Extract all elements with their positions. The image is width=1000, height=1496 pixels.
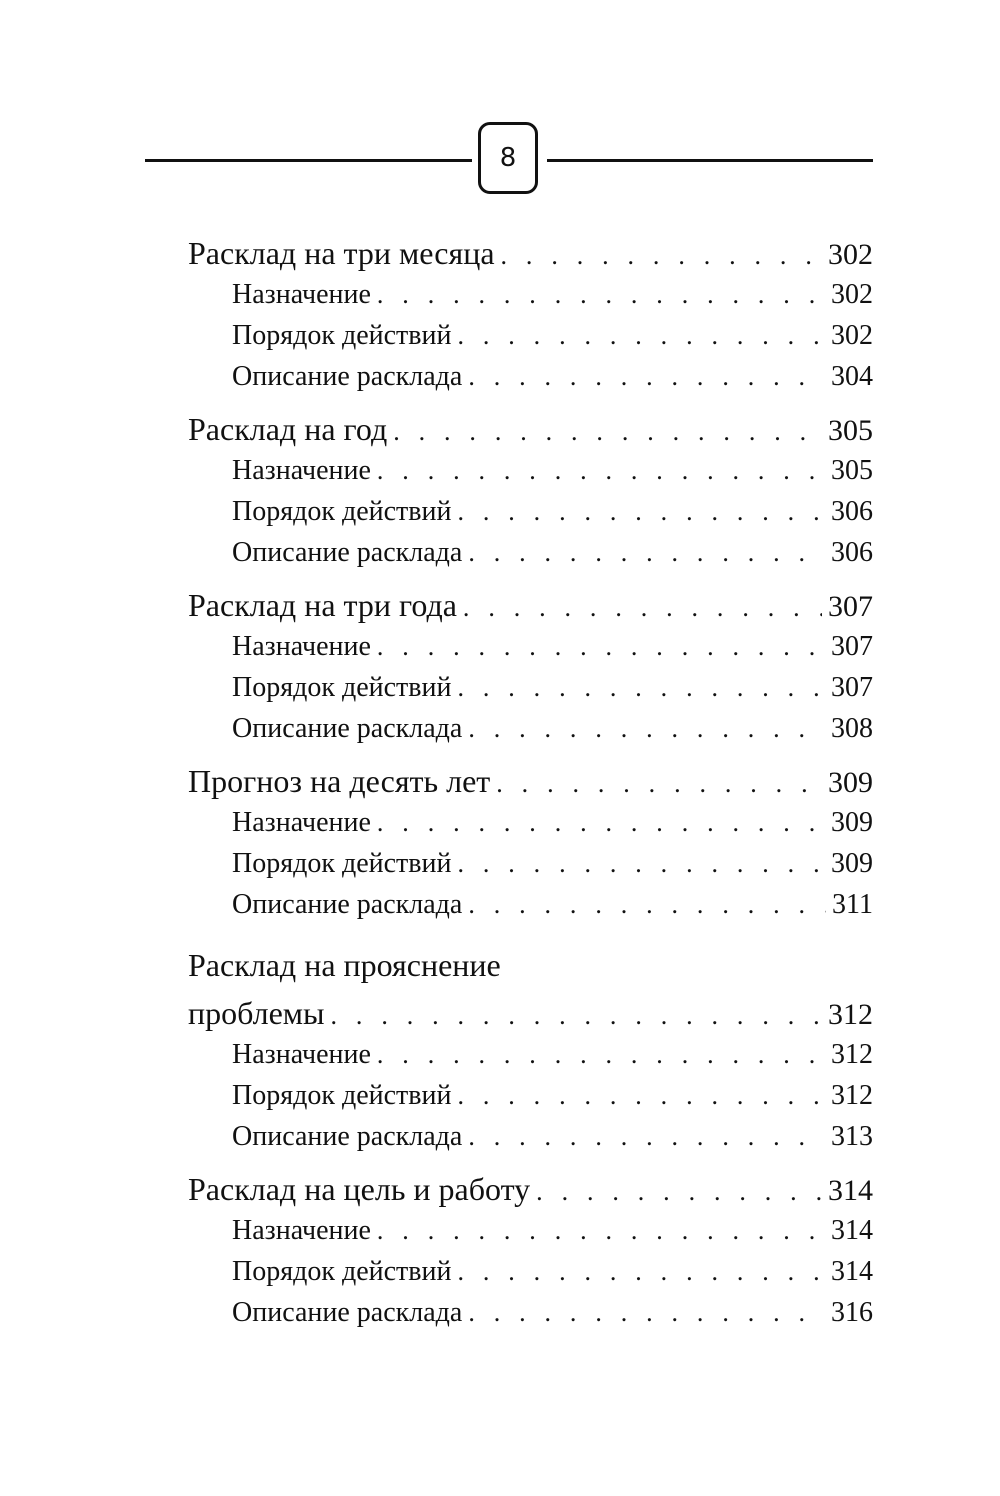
dot-leader xyxy=(457,843,825,884)
toc-entry-title-line1: Расклад на прояснение xyxy=(188,947,501,983)
toc-subentry[interactable] xyxy=(188,315,873,356)
dot-leader xyxy=(468,356,825,397)
toc-subentry-label: Порядок действий xyxy=(232,320,452,351)
dot-leader xyxy=(377,1034,825,1075)
toc-entry-title: Расклад на три месяца xyxy=(188,235,495,271)
dot-leader xyxy=(468,708,825,749)
toc-subentry[interactable] xyxy=(188,356,873,397)
toc-section xyxy=(188,585,873,749)
toc-subentry-page: 302 xyxy=(831,279,873,310)
toc-entry-page: 312 xyxy=(828,998,873,1031)
dot-leader xyxy=(468,1116,825,1157)
dot-leader xyxy=(463,587,822,628)
dot-leader xyxy=(501,235,822,276)
toc-subentry-label: Назначение xyxy=(232,1215,371,1246)
toc-subentry[interactable] xyxy=(188,1251,873,1292)
toc-subentry[interactable] xyxy=(188,626,873,667)
toc-entry[interactable] xyxy=(188,1169,873,1210)
dot-leader xyxy=(468,884,826,925)
toc-subentry[interactable] xyxy=(188,491,873,532)
toc-subentry[interactable] xyxy=(188,667,873,708)
header-rule-left xyxy=(145,159,472,162)
toc-subentry-label: Назначение xyxy=(232,455,371,486)
header-rule-right xyxy=(547,159,873,162)
toc-entry-page: 309 xyxy=(828,766,873,799)
toc-subentry[interactable] xyxy=(188,1075,873,1116)
toc-subentry-label: Порядок действий xyxy=(232,672,452,703)
toc-subentry-label: Порядок действий xyxy=(232,1256,452,1287)
toc-subentry-label: Порядок действий xyxy=(232,1080,452,1111)
toc-subentry-page: 309 xyxy=(831,807,873,838)
dot-leader xyxy=(377,1210,825,1251)
toc-subentry-page: 311 xyxy=(832,889,873,920)
toc-section xyxy=(188,937,873,1157)
dot-leader xyxy=(377,626,825,667)
toc-subentry-label: Описание расклада xyxy=(232,889,463,920)
toc-section xyxy=(188,761,873,925)
toc-subentry-page: 312 xyxy=(831,1039,873,1070)
toc-subentry[interactable] xyxy=(188,532,873,573)
toc-subentry-label: Описание расклада xyxy=(232,537,463,568)
toc-section xyxy=(188,233,873,397)
page-header xyxy=(145,122,873,198)
table-of-contents xyxy=(188,233,873,1345)
toc-subentry-page: 306 xyxy=(831,496,873,527)
toc-subentry-page: 316 xyxy=(831,1297,873,1328)
toc-entry-title: Прогноз на десять лет xyxy=(188,763,491,799)
toc-subentry-label: Назначение xyxy=(232,279,371,310)
toc-subentry-label: Назначение xyxy=(232,1039,371,1070)
toc-subentry[interactable] xyxy=(188,802,873,843)
toc-subentry-page: 314 xyxy=(831,1256,873,1287)
toc-subentry-page: 314 xyxy=(831,1215,873,1246)
toc-subentry-label: Назначение xyxy=(232,807,371,838)
dot-leader xyxy=(457,667,825,708)
dot-leader xyxy=(457,1075,825,1116)
dot-leader xyxy=(331,995,822,1036)
toc-entry-page: 307 xyxy=(828,590,873,623)
toc-subentry-label: Назначение xyxy=(232,631,371,662)
toc-subentry[interactable] xyxy=(188,708,873,749)
toc-entry-page: 314 xyxy=(828,1174,873,1207)
toc-entry-title: Расклад на цель и работу xyxy=(188,1171,531,1207)
toc-subentry-label: Описание расклада xyxy=(232,713,463,744)
dot-leader xyxy=(377,274,825,315)
dot-leader xyxy=(536,1171,822,1212)
toc-subentry-page: 304 xyxy=(831,361,873,392)
toc-subentry-page: 306 xyxy=(831,537,873,568)
toc-subentry-page: 309 xyxy=(831,848,873,879)
toc-entry[interactable] xyxy=(188,233,873,274)
dot-leader xyxy=(457,1251,825,1292)
toc-subentry-label: Описание расклада xyxy=(232,361,463,392)
toc-section xyxy=(188,409,873,573)
dot-leader xyxy=(468,532,825,573)
toc-subentry-page: 307 xyxy=(831,631,873,662)
dot-leader xyxy=(377,802,825,843)
toc-subentry-label: Порядок действий xyxy=(232,496,452,527)
toc-subentry[interactable] xyxy=(188,274,873,315)
dot-leader xyxy=(377,450,825,491)
toc-subentry-page: 305 xyxy=(831,455,873,486)
toc-entry-title: проблемы xyxy=(188,995,325,1031)
dot-leader xyxy=(496,763,822,804)
toc-entry-page: 302 xyxy=(828,238,873,271)
toc-entry-page: 305 xyxy=(828,414,873,447)
toc-entry[interactable] xyxy=(188,993,873,1034)
toc-entry[interactable] xyxy=(188,761,873,802)
toc-section xyxy=(188,1169,873,1333)
toc-entry[interactable] xyxy=(188,409,873,450)
toc-subentry-page: 312 xyxy=(831,1080,873,1111)
dot-leader xyxy=(468,1292,825,1333)
toc-subentry-page: 308 xyxy=(831,713,873,744)
toc-subentry-page: 307 xyxy=(831,672,873,703)
toc-subentry-page: 313 xyxy=(831,1121,873,1152)
toc-subentry-label: Описание расклада xyxy=(232,1121,463,1152)
dot-leader xyxy=(457,315,825,356)
toc-subentry-page: 302 xyxy=(831,320,873,351)
toc-subentry-label: Порядок действий xyxy=(232,848,452,879)
toc-subentry[interactable] xyxy=(188,1034,873,1075)
toc-entry-title: Расклад на три года xyxy=(188,587,457,623)
toc-entry-title: Расклад на год xyxy=(188,411,388,447)
toc-subentry[interactable] xyxy=(188,450,873,491)
page-number: 8 xyxy=(478,122,538,194)
dot-leader xyxy=(457,491,825,532)
dot-leader xyxy=(393,411,822,452)
toc-subentry[interactable] xyxy=(188,843,873,884)
toc-entry[interactable] xyxy=(188,585,873,626)
toc-subentry[interactable] xyxy=(188,884,873,925)
toc-subentry[interactable] xyxy=(188,1210,873,1251)
toc-subentry-label: Описание расклада xyxy=(232,1297,463,1328)
toc-subentry[interactable] xyxy=(188,1116,873,1157)
toc-subentry[interactable] xyxy=(188,1292,873,1333)
